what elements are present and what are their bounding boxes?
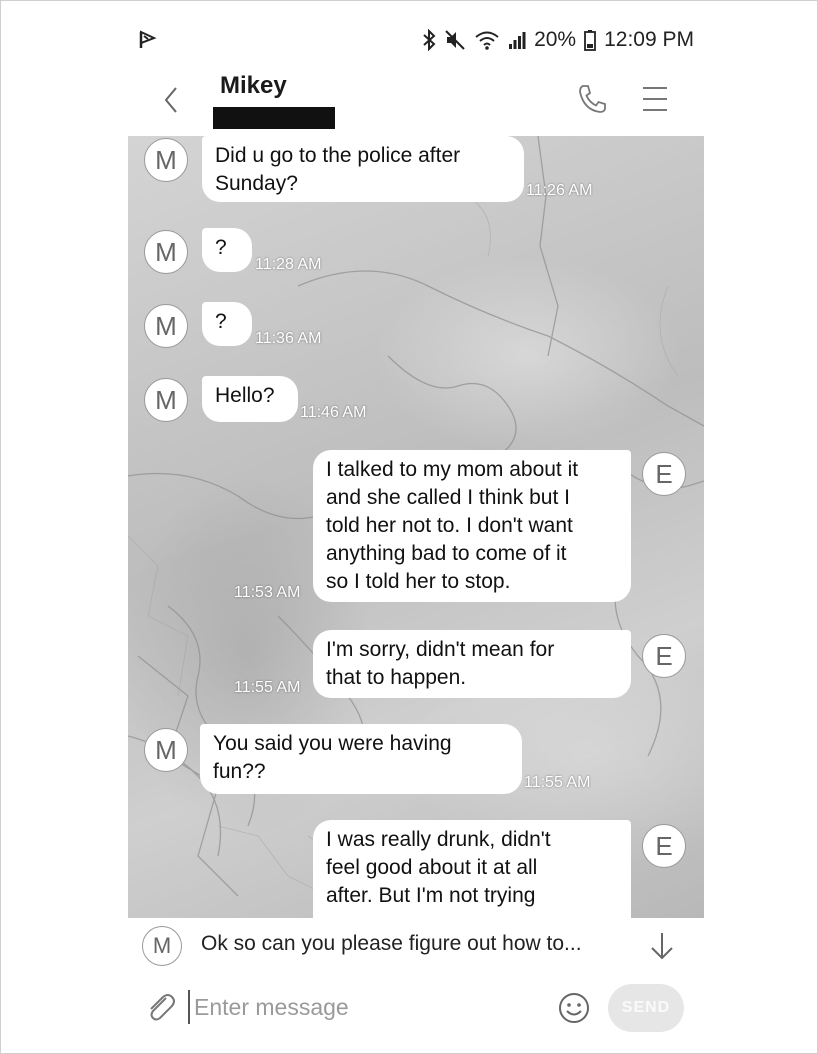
sender-avatar-m[interactable]: M [144, 304, 188, 348]
emoji-icon[interactable] [558, 992, 590, 1024]
message-bubble-outgoing[interactable]: I talked to my mom about it and she called I think but I told her not to. I don't want anything bad to come of it so I told her to stop. [313, 450, 631, 602]
message-timestamp: 11:55 AM [524, 774, 591, 791]
message-bubble-incoming[interactable]: You said you were having fun?? [200, 724, 522, 794]
message-bubble-incoming[interactable]: Hello? [202, 376, 298, 422]
message-list[interactable] [128, 136, 704, 918]
sender-avatar-e[interactable]: E [642, 824, 686, 868]
message-bubble-outgoing[interactable]: I was really drunk, didn't feel good about it at all after. But I'm not trying [313, 820, 631, 918]
message-timestamp: 11:55 AM [234, 679, 301, 696]
send-button[interactable]: SEND [608, 984, 684, 1032]
message-timestamp: 11:26 AM [526, 182, 593, 199]
status-icons [422, 28, 694, 52]
redacted-number [213, 107, 335, 129]
message-timestamp: 11:28 AM [255, 256, 322, 273]
sender-avatar-m[interactable]: M [144, 230, 188, 274]
signal-icon [508, 29, 526, 51]
arrow-down-icon[interactable] [648, 930, 676, 962]
message-timestamp: 11:53 AM [234, 584, 301, 601]
message-input[interactable] [188, 990, 488, 1024]
bluetooth-icon [422, 29, 436, 51]
wifi-icon [474, 29, 500, 51]
sender-avatar-m[interactable]: M [144, 378, 188, 422]
paperclip-icon[interactable] [144, 990, 178, 1024]
contact-name: Mikey [220, 72, 287, 99]
preview-avatar: M [142, 926, 182, 966]
sender-avatar-e[interactable]: E [642, 452, 686, 496]
message-bubble-incoming[interactable]: Did u go to the police after Sunday? [202, 136, 524, 202]
sender-avatar-e[interactable]: E [642, 634, 686, 678]
message-timestamp: 11:36 AM [255, 330, 322, 347]
phone-icon[interactable] [576, 82, 610, 116]
menu-icon[interactable] [640, 84, 670, 114]
message-timestamp: 11:46 AM [300, 404, 367, 421]
back-icon[interactable] [158, 82, 184, 118]
message-bubble-incoming[interactable]: ? [202, 302, 252, 346]
battery-percent: 20% [534, 28, 577, 51]
conversation-header [128, 64, 704, 136]
mute-icon [444, 29, 466, 51]
message-bubble-incoming[interactable]: ? [202, 228, 252, 272]
notification-flag-icon [138, 30, 158, 50]
new-message-preview[interactable] [128, 918, 704, 972]
status-bar [128, 28, 704, 56]
sender-avatar-m[interactable]: M [144, 728, 188, 772]
message-bubble-outgoing[interactable]: I'm sorry, didn't mean for that to happen. [313, 630, 631, 698]
battery-icon [584, 29, 596, 51]
status-time: 12:09 PM [604, 28, 694, 51]
compose-bar [128, 972, 704, 1042]
preview-text: Ok so can you please figure out how to... [201, 932, 582, 955]
sender-avatar-m[interactable]: M [144, 138, 188, 182]
